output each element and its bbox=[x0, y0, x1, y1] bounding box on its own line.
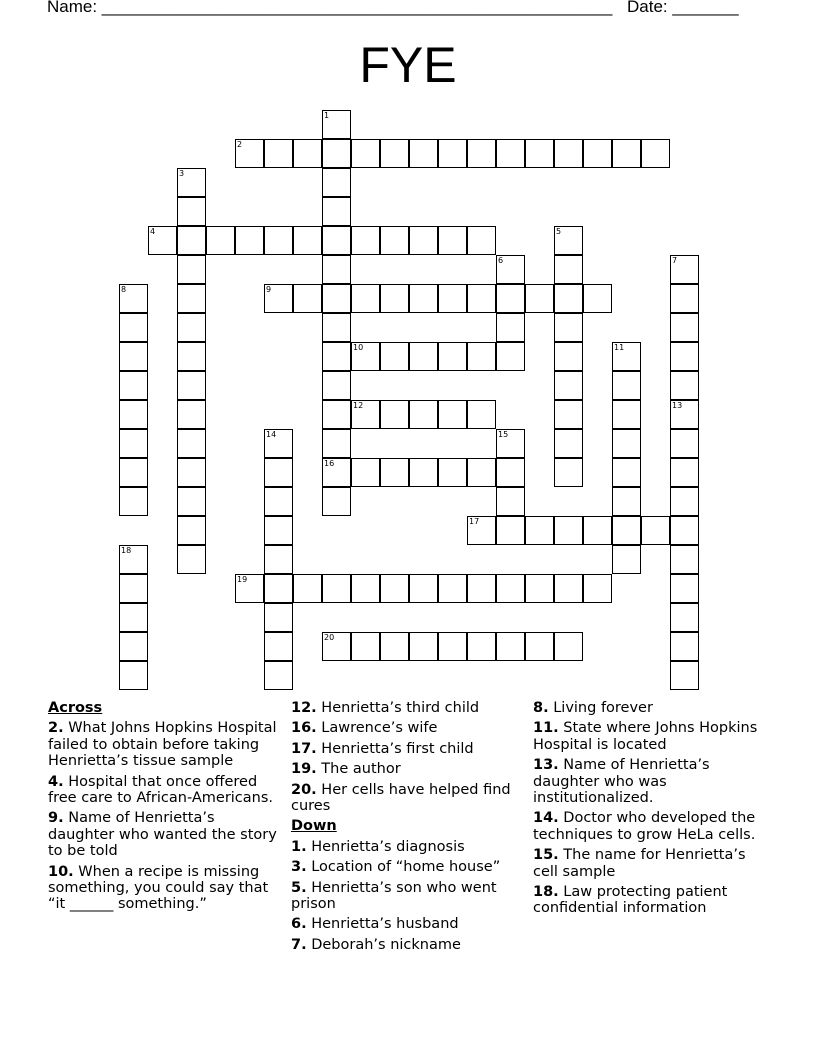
grid-cell[interactable] bbox=[670, 313, 699, 342]
clue-across-item bbox=[291, 761, 527, 777]
clue-number-label: 12. bbox=[291, 700, 317, 716]
clue-across-item bbox=[291, 782, 527, 815]
clue-across-item bbox=[48, 810, 278, 859]
clue-number: 7 bbox=[672, 256, 678, 265]
clue-across-item bbox=[48, 774, 278, 807]
clue-down-item bbox=[291, 880, 527, 913]
clue-number: 11 bbox=[614, 343, 625, 352]
clue-text: Henrietta’s husband bbox=[311, 916, 459, 933]
clue-number-label: 5. bbox=[291, 879, 307, 896]
grid-cell[interactable] bbox=[177, 371, 206, 400]
grid-cell[interactable] bbox=[380, 574, 409, 603]
grid-cell[interactable] bbox=[438, 226, 467, 255]
grid-cell[interactable] bbox=[525, 632, 554, 661]
clue-number-label: 8. bbox=[533, 700, 549, 716]
grid-cell[interactable] bbox=[438, 574, 467, 603]
grid-cell[interactable] bbox=[438, 139, 467, 168]
clue-text: Law protecting patient confidential information bbox=[533, 884, 728, 917]
clue-text: State where Johns Hopkins Hospital is located bbox=[533, 720, 758, 753]
clue-number: 3 bbox=[179, 169, 185, 178]
grid-cell[interactable] bbox=[612, 371, 641, 400]
grid-cell[interactable] bbox=[322, 487, 351, 516]
grid-cell[interactable] bbox=[119, 661, 148, 690]
grid-cell[interactable] bbox=[554, 284, 583, 313]
grid-cell[interactable] bbox=[467, 139, 496, 168]
clue-across-item bbox=[48, 720, 278, 769]
clue-text: Living forever bbox=[553, 700, 653, 716]
date-field: Date: _______ bbox=[627, 0, 739, 16]
clue-number-label: 10. bbox=[48, 863, 74, 880]
grid-cell[interactable] bbox=[409, 139, 438, 168]
grid-cell[interactable] bbox=[612, 516, 641, 545]
grid-cell[interactable] bbox=[380, 226, 409, 255]
clue-down-item bbox=[533, 810, 773, 843]
grid-cell[interactable] bbox=[438, 342, 467, 371]
grid-cell[interactable] bbox=[409, 226, 438, 255]
grid-cell[interactable] bbox=[177, 226, 206, 255]
clue-number: 17 bbox=[469, 517, 480, 526]
grid-cell[interactable] bbox=[641, 516, 670, 545]
grid-cell[interactable] bbox=[641, 139, 670, 168]
grid-cell[interactable] bbox=[351, 632, 380, 661]
grid-cell[interactable] bbox=[670, 284, 699, 313]
grid-cell[interactable] bbox=[322, 197, 351, 226]
grid-cell[interactable] bbox=[322, 574, 351, 603]
clue-text: Her cells have helped find cures bbox=[291, 781, 511, 815]
grid-cell[interactable] bbox=[670, 516, 699, 545]
grid-cell[interactable] bbox=[264, 487, 293, 516]
grid-cell[interactable] bbox=[670, 545, 699, 574]
clue-across-item bbox=[291, 741, 527, 757]
clue-number: 20 bbox=[324, 633, 335, 642]
clue-number: 13 bbox=[672, 401, 683, 410]
grid-cell[interactable] bbox=[554, 139, 583, 168]
clue-number: 16 bbox=[324, 459, 335, 468]
grid-cell[interactable] bbox=[177, 429, 206, 458]
clue-number: 8 bbox=[121, 285, 127, 294]
grid-cell[interactable] bbox=[351, 284, 380, 313]
grid-cell[interactable] bbox=[670, 458, 699, 487]
grid-cell[interactable] bbox=[235, 226, 264, 255]
grid-cell[interactable] bbox=[119, 371, 148, 400]
grid-cell[interactable] bbox=[177, 487, 206, 516]
grid-cell[interactable] bbox=[177, 400, 206, 429]
grid-cell[interactable] bbox=[496, 574, 525, 603]
grid-cell[interactable] bbox=[177, 284, 206, 313]
grid-cell[interactable] bbox=[670, 632, 699, 661]
grid-cell[interactable] bbox=[438, 458, 467, 487]
grid-cell[interactable] bbox=[438, 632, 467, 661]
grid-cell[interactable] bbox=[264, 516, 293, 545]
grid-cell[interactable] bbox=[612, 400, 641, 429]
clue-number-label: 19. bbox=[291, 761, 317, 778]
grid-cell[interactable] bbox=[293, 574, 322, 603]
clue-down-item bbox=[533, 847, 773, 880]
grid-cell[interactable] bbox=[351, 458, 380, 487]
clue-number: 14 bbox=[266, 430, 277, 439]
grid-cell[interactable] bbox=[293, 226, 322, 255]
grid-cell[interactable] bbox=[409, 458, 438, 487]
down-heading: Down bbox=[291, 818, 337, 835]
grid-cell[interactable] bbox=[525, 516, 554, 545]
clue-number-label: 9. bbox=[48, 810, 64, 827]
grid-cell[interactable] bbox=[177, 545, 206, 574]
grid-cell[interactable] bbox=[467, 458, 496, 487]
clue-number-label: 15. bbox=[533, 847, 559, 864]
grid-cell[interactable] bbox=[206, 226, 235, 255]
grid-cell[interactable] bbox=[554, 429, 583, 458]
grid-cell[interactable] bbox=[264, 458, 293, 487]
grid-cell[interactable] bbox=[264, 661, 293, 690]
grid-cell[interactable] bbox=[177, 255, 206, 284]
clue-across-item bbox=[48, 864, 278, 913]
grid-cell[interactable] bbox=[583, 574, 612, 603]
grid-cell[interactable] bbox=[119, 342, 148, 371]
grid-cell[interactable] bbox=[467, 342, 496, 371]
across-heading: Across bbox=[48, 700, 103, 716]
clue-text: When a recipe is missing something, you could say that “it ______ something.” bbox=[48, 863, 269, 913]
grid-cell[interactable] bbox=[612, 545, 641, 574]
clue-number: 10 bbox=[353, 343, 364, 352]
grid-cell[interactable] bbox=[380, 400, 409, 429]
clue-number-label: 1. bbox=[291, 838, 307, 855]
grid-cell[interactable] bbox=[380, 458, 409, 487]
grid-cell[interactable] bbox=[670, 342, 699, 371]
grid-cell[interactable] bbox=[554, 574, 583, 603]
grid-cell[interactable] bbox=[438, 284, 467, 313]
grid-cell[interactable] bbox=[583, 284, 612, 313]
clue-down-item bbox=[533, 720, 773, 753]
grid-cell[interactable] bbox=[583, 516, 612, 545]
clue-text: Henrietta’s first child bbox=[321, 740, 474, 757]
clue-down-item bbox=[533, 757, 773, 806]
clue-down-item bbox=[291, 859, 527, 875]
grid-cell[interactable] bbox=[380, 284, 409, 313]
clue-number: 1 bbox=[324, 111, 330, 120]
grid-cell[interactable] bbox=[612, 487, 641, 516]
grid-cell[interactable] bbox=[612, 429, 641, 458]
clue-text: Henrietta’s son who went prison bbox=[291, 879, 497, 913]
grid-cell[interactable] bbox=[554, 516, 583, 545]
grid-cell[interactable] bbox=[467, 400, 496, 429]
grid-cell[interactable] bbox=[554, 458, 583, 487]
grid-cell[interactable] bbox=[351, 139, 380, 168]
clue-down-item bbox=[291, 937, 527, 953]
grid-cell[interactable] bbox=[612, 458, 641, 487]
grid-cell[interactable] bbox=[177, 342, 206, 371]
grid-cell[interactable] bbox=[119, 487, 148, 516]
grid-cell[interactable] bbox=[264, 632, 293, 661]
grid-cell[interactable] bbox=[380, 632, 409, 661]
clue-number-label: 7. bbox=[291, 936, 307, 953]
clue-text: What Johns Hopkins Hospital failed to obtain before taking Henrietta’s tissue sample bbox=[48, 720, 277, 770]
grid-cell[interactable] bbox=[119, 603, 148, 632]
clue-number-label: 6. bbox=[291, 916, 307, 933]
grid-cell[interactable] bbox=[525, 139, 554, 168]
clue-number-label: 20. bbox=[291, 781, 317, 798]
grid-cell[interactable] bbox=[264, 139, 293, 168]
clue-number: 2 bbox=[237, 140, 243, 149]
grid-cell[interactable] bbox=[496, 516, 525, 545]
grid-cell[interactable] bbox=[670, 661, 699, 690]
grid-cell[interactable] bbox=[119, 574, 148, 603]
grid-cell[interactable] bbox=[409, 284, 438, 313]
clue-text: Name of Henrietta’s daughter who wanted the story to be told bbox=[48, 810, 277, 860]
clue-text: Location of “home house” bbox=[311, 859, 501, 876]
grid-cell[interactable] bbox=[409, 574, 438, 603]
grid-cell[interactable] bbox=[177, 516, 206, 545]
clue-number-label: 4. bbox=[48, 773, 64, 790]
clue-number: 5 bbox=[556, 227, 562, 236]
clue-number: 18 bbox=[121, 546, 132, 555]
grid-cell[interactable] bbox=[322, 168, 351, 197]
grid-cell[interactable] bbox=[670, 574, 699, 603]
grid-cell[interactable] bbox=[554, 313, 583, 342]
grid-cell[interactable] bbox=[119, 632, 148, 661]
grid-cell[interactable] bbox=[496, 458, 525, 487]
grid-cell[interactable] bbox=[496, 139, 525, 168]
grid-cell[interactable] bbox=[351, 574, 380, 603]
puzzle-title: FYE bbox=[359, 37, 457, 93]
grid-cell[interactable] bbox=[525, 574, 554, 603]
clue-text: Deborah’s nickname bbox=[311, 936, 461, 953]
clue-column-3 bbox=[533, 700, 773, 921]
clue-across-item bbox=[291, 700, 527, 716]
grid-cell[interactable] bbox=[554, 342, 583, 371]
clue-number-label: 13. bbox=[533, 757, 559, 774]
clue-number: 12 bbox=[353, 401, 364, 410]
name-field: Name: ______________________________________________________ bbox=[47, 0, 613, 16]
grid-cell[interactable] bbox=[438, 400, 467, 429]
grid-cell[interactable] bbox=[322, 429, 351, 458]
grid-cell[interactable] bbox=[554, 632, 583, 661]
clue-text: The author bbox=[321, 761, 401, 778]
grid-cell[interactable] bbox=[409, 342, 438, 371]
grid-cell[interactable] bbox=[525, 284, 554, 313]
grid-cell[interactable] bbox=[496, 487, 525, 516]
clue-number-label: 3. bbox=[291, 859, 307, 876]
grid-cell[interactable] bbox=[177, 313, 206, 342]
grid-cell[interactable] bbox=[670, 487, 699, 516]
clue-text: Hospital that once offered free care to African-Americans. bbox=[48, 773, 274, 807]
clue-number-label: 11. bbox=[533, 720, 559, 737]
grid-cell[interactable] bbox=[351, 226, 380, 255]
clue-column-2 bbox=[291, 700, 527, 957]
grid-cell[interactable] bbox=[409, 400, 438, 429]
grid-cell[interactable] bbox=[467, 284, 496, 313]
grid-cell[interactable] bbox=[322, 139, 351, 168]
grid-cell[interactable] bbox=[177, 197, 206, 226]
clue-down-item bbox=[533, 700, 773, 716]
grid-cell[interactable] bbox=[554, 400, 583, 429]
clue-down-item bbox=[533, 884, 773, 917]
grid-cell[interactable] bbox=[264, 226, 293, 255]
grid-cell[interactable] bbox=[380, 139, 409, 168]
clue-text: Lawrence’s wife bbox=[321, 720, 438, 737]
grid-cell[interactable] bbox=[119, 429, 148, 458]
grid-cell[interactable] bbox=[496, 342, 525, 371]
grid-cell[interactable] bbox=[670, 371, 699, 400]
grid-cell[interactable] bbox=[322, 342, 351, 371]
grid-cell[interactable] bbox=[380, 342, 409, 371]
clue-text: Name of Henrietta’s daughter who was institutionalized. bbox=[533, 757, 710, 807]
clue-number: 15 bbox=[498, 430, 509, 439]
grid-cell[interactable] bbox=[293, 284, 322, 313]
grid-cell[interactable] bbox=[293, 139, 322, 168]
clue-number-label: 18. bbox=[533, 884, 559, 901]
grid-cell[interactable] bbox=[467, 632, 496, 661]
clue-number: 4 bbox=[150, 227, 156, 236]
grid-cell[interactable] bbox=[467, 226, 496, 255]
clue-column-1 bbox=[48, 700, 278, 917]
grid-cell[interactable] bbox=[322, 400, 351, 429]
clue-number-label: 17. bbox=[291, 740, 317, 757]
clue-down-item bbox=[291, 839, 527, 855]
grid-cell[interactable] bbox=[583, 139, 612, 168]
grid-cell[interactable] bbox=[670, 603, 699, 632]
grid-cell[interactable] bbox=[264, 603, 293, 632]
clue-number-label: 2. bbox=[48, 720, 64, 737]
clue-number: 9 bbox=[266, 285, 272, 294]
grid-cell[interactable] bbox=[670, 429, 699, 458]
clue-number: 19 bbox=[237, 575, 248, 584]
grid-cell[interactable] bbox=[264, 574, 293, 603]
clue-text: Doctor who developed the techniques to grow HeLa cells. bbox=[533, 810, 756, 843]
grid-cell[interactable] bbox=[409, 632, 438, 661]
clue-number-label: 14. bbox=[533, 810, 559, 827]
grid-cell[interactable] bbox=[496, 284, 525, 313]
grid-cell[interactable] bbox=[612, 139, 641, 168]
clue-across-item bbox=[291, 720, 527, 736]
grid-cell[interactable] bbox=[322, 371, 351, 400]
grid-cell[interactable] bbox=[554, 371, 583, 400]
clue-text: The name for Henrietta’s cell sample bbox=[533, 847, 746, 880]
clue-text: Henrietta’s third child bbox=[321, 700, 480, 716]
grid-cell[interactable] bbox=[177, 458, 206, 487]
grid-cell[interactable] bbox=[322, 284, 351, 313]
grid-cell[interactable] bbox=[496, 313, 525, 342]
grid-cell[interactable] bbox=[467, 574, 496, 603]
grid-cell[interactable] bbox=[496, 632, 525, 661]
clue-number: 6 bbox=[498, 256, 504, 265]
grid-cell[interactable] bbox=[322, 226, 351, 255]
clue-down-item bbox=[291, 916, 527, 932]
grid-cell[interactable] bbox=[554, 255, 583, 284]
grid-cell[interactable] bbox=[322, 255, 351, 284]
grid-cell[interactable] bbox=[119, 400, 148, 429]
clue-number-label: 16. bbox=[291, 720, 317, 737]
grid-cell[interactable] bbox=[264, 545, 293, 574]
grid-cell[interactable] bbox=[119, 458, 148, 487]
grid-cell[interactable] bbox=[119, 313, 148, 342]
clue-text: Henrietta’s diagnosis bbox=[311, 838, 465, 855]
grid-cell[interactable] bbox=[322, 313, 351, 342]
